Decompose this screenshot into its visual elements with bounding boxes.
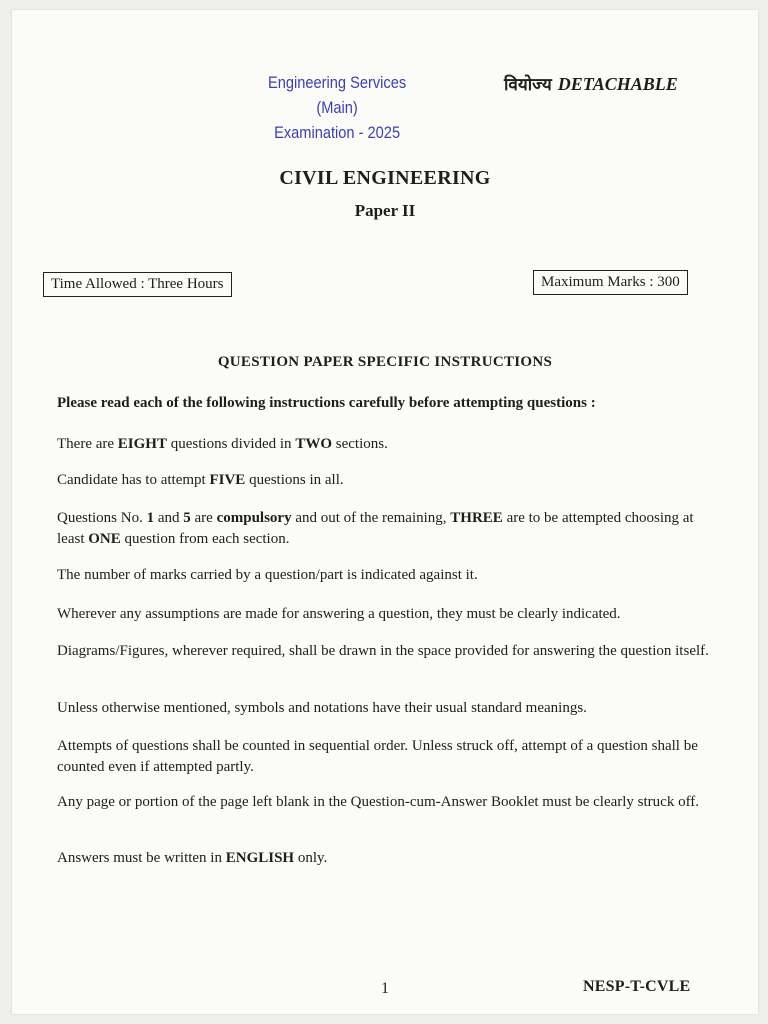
detachable-hindi: वियोज्य [504,75,552,95]
instruction-8: Attempts of questions shall be counted in sequential order. Unless struck off, attempt of a question shall be counted even if attempted partly. [57,738,698,775]
instructions-intro: Please read each of the following instructions carefully before attempting questions : [57,395,596,411]
instruction-6: Diagrams/Figures, wherever required, shall be drawn in the space provided for answering the question itself. [57,643,709,659]
text-run: There are [57,436,118,452]
text-run: questions divided in [166,436,296,452]
text-run-bold: 5 [183,510,191,526]
paper-title: Paper II [354,201,416,220]
text-run: and out of the remaining, [291,510,451,526]
time-allowed-box: Time Allowed : Three Hours [43,272,232,297]
maximum-marks-box: Maximum Marks : 300 [533,270,688,295]
text-run: sections. [332,436,388,452]
text-run: Questions No. [57,510,147,526]
instruction-3 [57,508,712,550]
text-run-bold: EIGHT [117,436,167,452]
text-run: only. [294,850,328,866]
instruction-7: Unless otherwise mentioned, symbols and notations have their usual standard meanings. [57,700,587,716]
text-run-bold: ONE [88,531,121,547]
text-run-bold: FIVE [209,472,246,488]
detachable-label [504,72,678,95]
instruction-2 [57,470,712,491]
detachable-english: DETACHABLE [557,74,678,94]
text-run: question from each section. [120,531,290,547]
exam-page [12,10,758,1014]
text-run-bold: ENGLISH [225,850,295,866]
text-run-bold: 1 [146,510,155,526]
instruction-9: Any page or portion of the page left blank in the Question-cum-Answer Booklet must be clearly struck off. [57,794,700,810]
instruction-5: Wherever any assumptions are made for answering a question, they must be clearly indicated. [57,606,621,622]
stamp-line-2: Examination - 2025 [274,123,401,142]
instruction-4: The number of marks carried by a question/part is indicated against it. [57,567,478,583]
text-run: Answers must be written in [57,850,226,866]
text-run: are [190,510,217,526]
stamp-line-1: Engineering Services (Main) [268,73,407,117]
exam-stamp [264,70,410,145]
paper-code: NESP-T-CVLE [583,978,691,995]
text-run-bold: TWO [295,436,332,452]
instructions-heading: QUESTION PAPER SPECIFIC INSTRUCTIONS [217,354,553,370]
instruction-10 [57,848,712,869]
text-run: questions in all. [245,472,344,488]
text-run-bold: THREE [450,510,503,526]
text-run: and [154,510,184,526]
subject-title: CIVIL ENGINEERING [279,167,491,189]
text-run-bold: compulsory [216,510,292,526]
instruction-1 [57,434,712,455]
text-run: Candidate has to attempt [57,472,210,488]
text-run: are to be attempted choosing at least [57,510,694,547]
page-number: 1 [381,980,389,997]
